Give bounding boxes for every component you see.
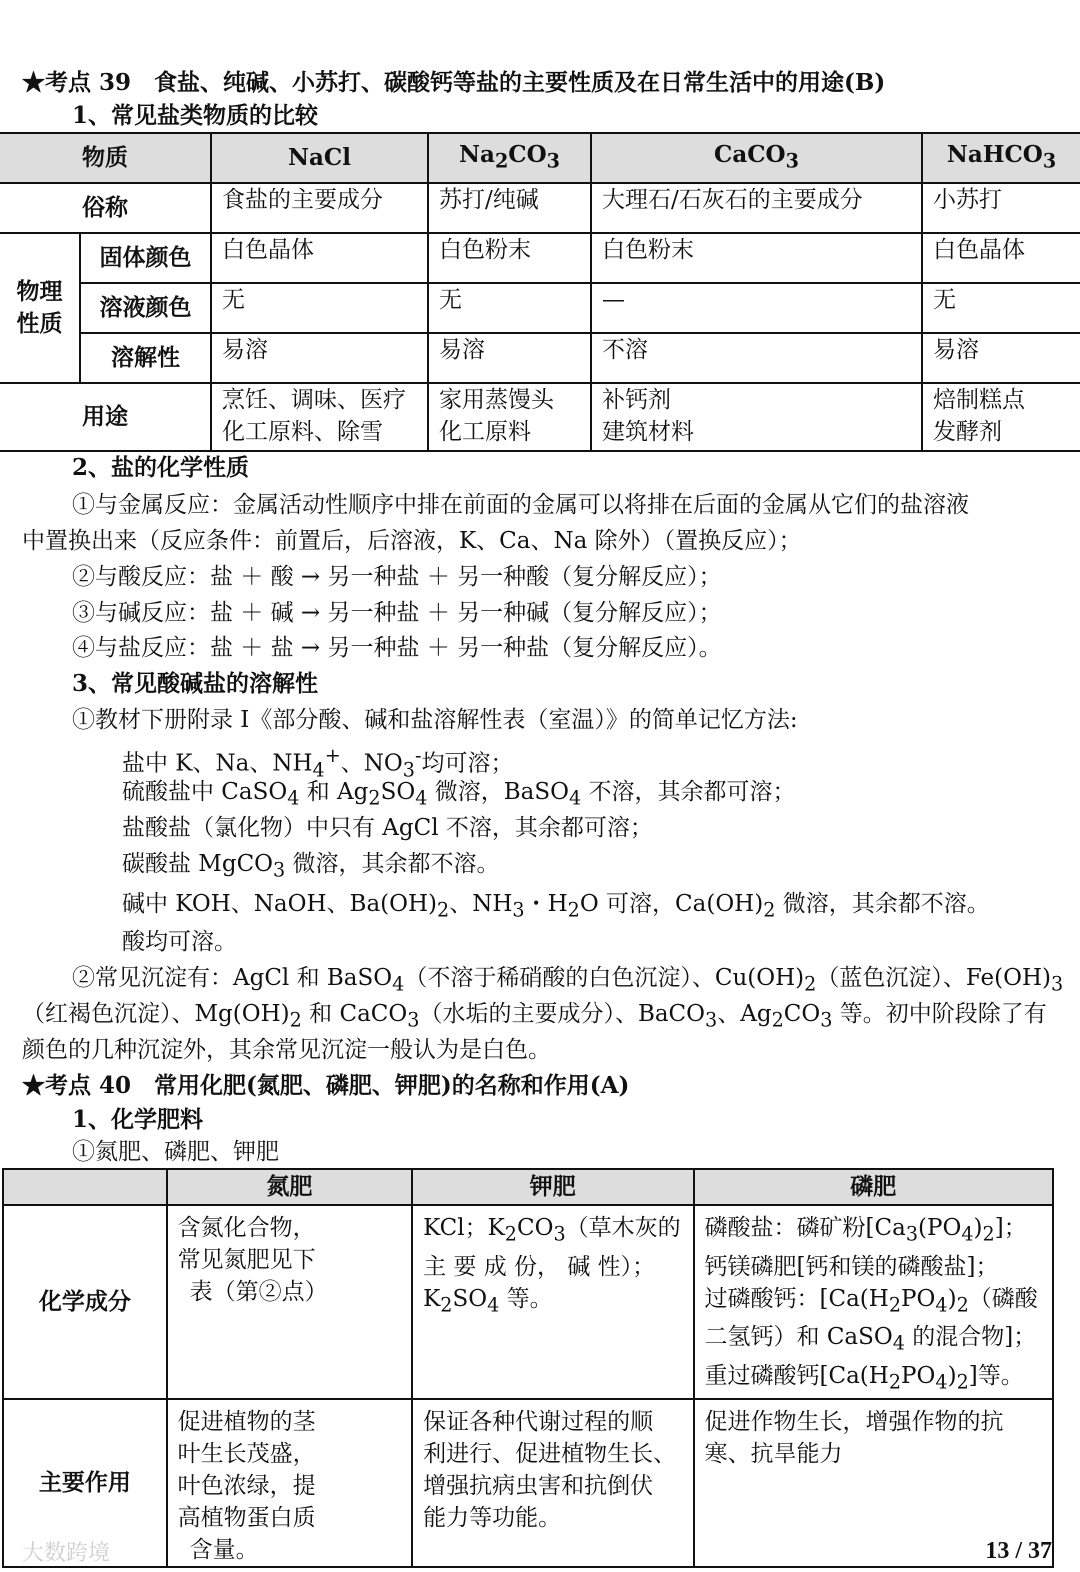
cell: — — [591, 283, 922, 333]
heading-40: ★考点 40 常用化肥(氮肥、磷肥、钾肥)的名称和作用(A) — [22, 1072, 630, 1099]
cell: 补钙剂 建筑材料 — [591, 383, 922, 451]
row-group-physical: 物理性质 — [0, 233, 80, 383]
row-label-solid-color: 固体颜色 — [80, 233, 211, 283]
paragraph: 盐酸盐（氯化物）中只有 AgCl 不溶，其余都可溶； — [122, 815, 653, 841]
fertilizer-table — [2, 1168, 1054, 1568]
subheading-2: 2、盐的化学性质 — [72, 454, 250, 481]
cell: 苏打/纯碱 — [428, 183, 591, 233]
row-label-composition: 化学成分 — [3, 1205, 167, 1399]
cell: KCl；$K_2CO_3$（草木灰的 主 要 成 份， 碱 性）； $K_2SO_4$ 等。 — [412, 1205, 693, 1399]
paragraph: 酸均可溶。 — [122, 929, 237, 955]
cell: 保证各种代谢过程的顺 利进行、促进植物生长、 增强抗病虫害和抗倒伏 能力等功能。 — [412, 1399, 693, 1567]
row-label-solution-color: 溶液颜色 — [80, 283, 211, 333]
header-na2co3: $Na_2CO_3$ — [428, 133, 591, 183]
salt-comparison-table — [0, 132, 1080, 452]
cell: 易溶 — [922, 333, 1080, 383]
cell: 促进作物生长，增强作物的抗 寒、抗旱能力 — [694, 1399, 1053, 1567]
row-label-use: 用途 — [0, 383, 211, 451]
cell: 烹饪、调味、医疗 化工原料、除雪 — [211, 383, 428, 451]
cell: 家用蒸馒头 化工原料 — [428, 383, 591, 451]
cell: 白色晶体 — [922, 233, 1080, 283]
header-blank — [3, 1169, 167, 1205]
paragraph: 中置换出来（反应条件：前置后，后溶液，K、Ca、Na 除外）（置换反应）； — [22, 528, 802, 554]
header-phosphorus: 磷肥 — [694, 1169, 1053, 1205]
cell: 易溶 — [211, 333, 428, 383]
subheading-3: 3、常见酸碱盐的溶解性 — [72, 670, 319, 697]
paragraph: 硫酸盐中 CaSO$_4$ 和 $Ag_2SO_4$ 微溶，BaSO$_4$ 不溶，其余都可溶； — [122, 779, 796, 810]
cell: 无 — [211, 283, 428, 333]
cell: 白色粉末 — [591, 233, 922, 283]
cell: 白色粉末 — [428, 233, 591, 283]
paragraph: 盐中 K、Na、$NH_4^+$、$NO_3^-$均可溶； — [122, 744, 514, 782]
paragraph: 碱中 KOH、NaOH、$Ba(OH)_2$、$NH_3$・$H_2O$ 可溶，$Ca(OH)_2$ 微溶，其余都不溶。 — [122, 891, 990, 922]
paragraph: ②常见沉淀有：AgCl 和 BaSO$_4$（不溶于稀硝酸的白色沉淀）、$Cu(OH)_2$（蓝色沉淀）、$Fe(OH)_3$ — [72, 965, 1064, 996]
header-nitrogen: 氮肥 — [167, 1169, 412, 1205]
subheading-4: 1、化学肥料 — [72, 1106, 204, 1133]
cell: 焙制糕点 发酵剂 — [922, 383, 1080, 451]
paragraph: ①教材下册附录 I《部分酸、碱和盐溶解性表（室温）》的简单记忆方法: — [72, 707, 798, 733]
paragraph: 碳酸盐 MgCO$_3$ 微溶，其余都不溶。 — [122, 851, 500, 882]
paragraph: ④与盐反应：盐 ＋ 盐 → 另一种盐 ＋ 另一种盐（复分解反应）。 — [72, 635, 722, 661]
cell: 无 — [922, 283, 1080, 333]
cell: 不溶 — [591, 333, 922, 383]
cell: 小苏打 — [922, 183, 1080, 233]
cell: 磷酸盐：磷矿粉$[Ca_3(PO_4)_2]$； 钙镁磷肥[钙和镁的磷酸盐]； 过磷酸钙：[$Ca(H_2PO_4)_2$（磷酸 二氢钙）和 CaSO$_4$ 的混合物]； 重过磷酸钙$[Ca(H_2PO_4)_2]$等。 — [694, 1205, 1053, 1399]
cell: 白色晶体 — [211, 233, 428, 283]
cell: 含氮化合物， 常见氮肥见下 表（第②点） — [167, 1205, 412, 1399]
paragraph: （红褐色沉淀）、$Mg(OH)_2$ 和 CaCO$_3$（水垢的主要成分）、BaCO$_3$、$Ag_2CO_3$ 等。初中阶段除了有 — [22, 1001, 1047, 1032]
paragraph: ①与金属反应：金属活动性顺序中排在前面的金属可以将排在后面的金属从它们的盐溶液 — [72, 492, 969, 518]
paragraph: 颜色的几种沉淀外，其余常见沉淀一般认为是白色。 — [22, 1037, 551, 1063]
row-label-function: 主要作用 — [3, 1399, 167, 1567]
header-substance: 物质 — [0, 133, 211, 183]
page-number: 13 / 37 — [985, 1538, 1052, 1564]
cell: 无 — [428, 283, 591, 333]
header-nacl: NaCl — [211, 133, 428, 183]
cell: 易溶 — [428, 333, 591, 383]
header-caco3: CaCO$_3$ — [591, 133, 922, 183]
heading-39: ★考点 39 食盐、纯碱、小苏打、碳酸钙等盐的主要性质及在日常生活中的用途(B) — [22, 69, 886, 96]
cell: 促进植物的茎 叶生长茂盛， 叶色浓绿，提 高植物蛋白质 含量。 — [167, 1399, 412, 1567]
subheading-5: ①氮肥、磷肥、钾肥 — [72, 1139, 279, 1165]
row-label-alias: 俗称 — [0, 183, 211, 233]
paragraph: ③与碱反应：盐 ＋ 碱 → 另一种盐 ＋ 另一种碱（复分解反应）； — [72, 600, 722, 626]
cell: 大理石/石灰石的主要成分 — [591, 183, 922, 233]
watermark: 大数跨境 — [22, 1541, 111, 1566]
row-label-solubility: 溶解性 — [80, 333, 211, 383]
header-potassium: 钾肥 — [412, 1169, 693, 1205]
subheading-1: 1、常见盐类物质的比较 — [72, 102, 319, 129]
paragraph: ②与酸反应：盐 ＋ 酸 → 另一种盐 ＋ 另一种酸（复分解反应）； — [72, 564, 722, 590]
header-nahco3: NaHCO$_3$ — [922, 133, 1080, 183]
cell: 食盐的主要成分 — [211, 183, 428, 233]
